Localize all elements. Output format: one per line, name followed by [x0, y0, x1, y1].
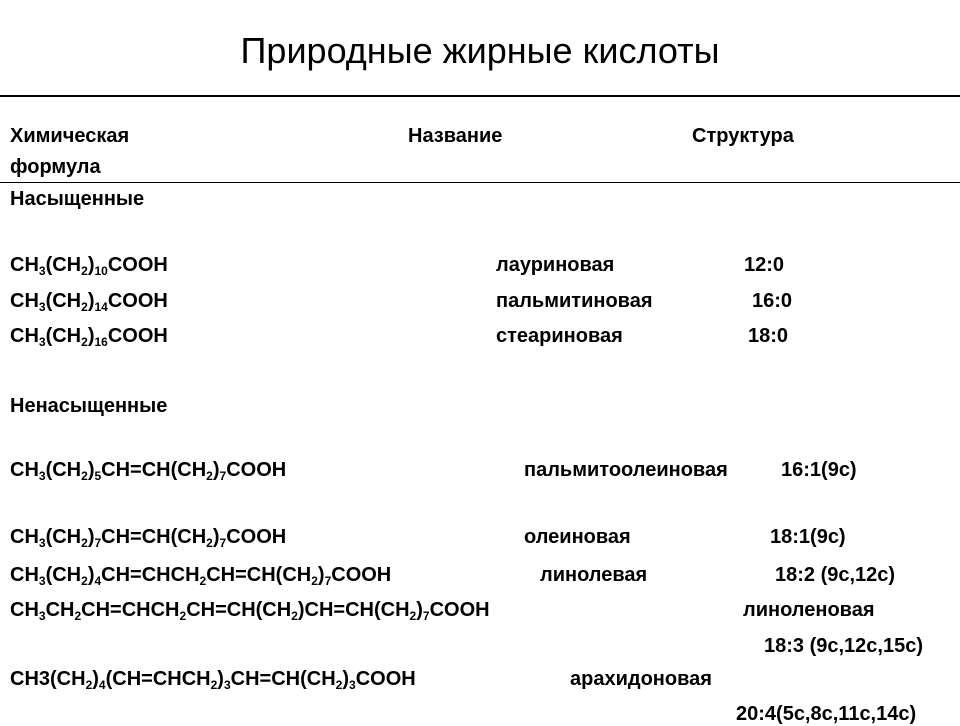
name-palmitic: пальмитиновая — [496, 290, 653, 312]
header-name: Название — [408, 125, 503, 147]
structure-palmitic: 16:0 — [752, 290, 793, 312]
formula-palmitoleic: $CH_3(CH_2)_5CH=CH(CH_2)_7COOH$ — [10, 459, 287, 483]
structure-arachidonic: 20:4(5c,8c,11c,14c) — [736, 703, 917, 725]
formula-linolenic: $CH_3CH_2CH=CHCH_2CH=CH(CH_2)CH=CH(CH_2)_7COOH$ — [10, 599, 490, 623]
section-unsaturated: Ненасыщенные — [10, 395, 168, 417]
header-formula-line1: Химическая — [10, 125, 130, 147]
structure-linolenic: 18:3 (9c,12c,15c) — [764, 635, 924, 657]
formula-arachidonic: $CH3(CH_2)_4(CH=CHCH_2)_3CH=CH(CH_2)_3COOH$ — [10, 668, 416, 692]
name-linolenic: линоленовая — [743, 599, 875, 621]
formula-palmitic: $CH_3(CH_2)_{14}COOH$ — [10, 290, 168, 314]
name-oleic: олеиновая — [524, 526, 631, 548]
name-lauric: лауриновая — [496, 254, 615, 276]
structure-linoleic: 18:2 (9c,12c) — [775, 564, 896, 586]
structure-lauric: 12:0 — [744, 254, 785, 276]
name-palmitoleic: пальмитоолеиновая — [524, 459, 728, 481]
name-stearic: стеариновая — [496, 325, 623, 347]
section-saturated: Насыщенные — [10, 188, 145, 210]
formula-linoleic: $CH_3(CH_2)_4CH=CHCH_2CH=CH(CH_2)_7COOH$ — [10, 564, 392, 588]
formula-stearic: $CH_3(CH_2)_{16}COOH$ — [10, 325, 168, 349]
header-divider — [0, 182, 960, 183]
page-title: Природные жирные кислоты — [240, 30, 720, 71]
formula-oleic: $CH_3(CH_2)_7CH=CH(CH_2)_7COOH$ — [10, 526, 287, 550]
title-divider — [0, 95, 960, 97]
formula-lauric: $CH_3(CH_2)_{10}COOH$ — [10, 254, 168, 278]
name-arachidonic: арахидоновая — [570, 668, 712, 690]
header-structure: Структура — [692, 125, 794, 147]
structure-palmitoleic: 16:1(9c) — [781, 459, 857, 481]
name-linoleic: линолевая — [540, 564, 648, 586]
structure-oleic: 18:1(9c) — [770, 526, 846, 548]
header-formula-line2: формула — [10, 156, 101, 178]
structure-stearic: 18:0 — [748, 325, 789, 347]
